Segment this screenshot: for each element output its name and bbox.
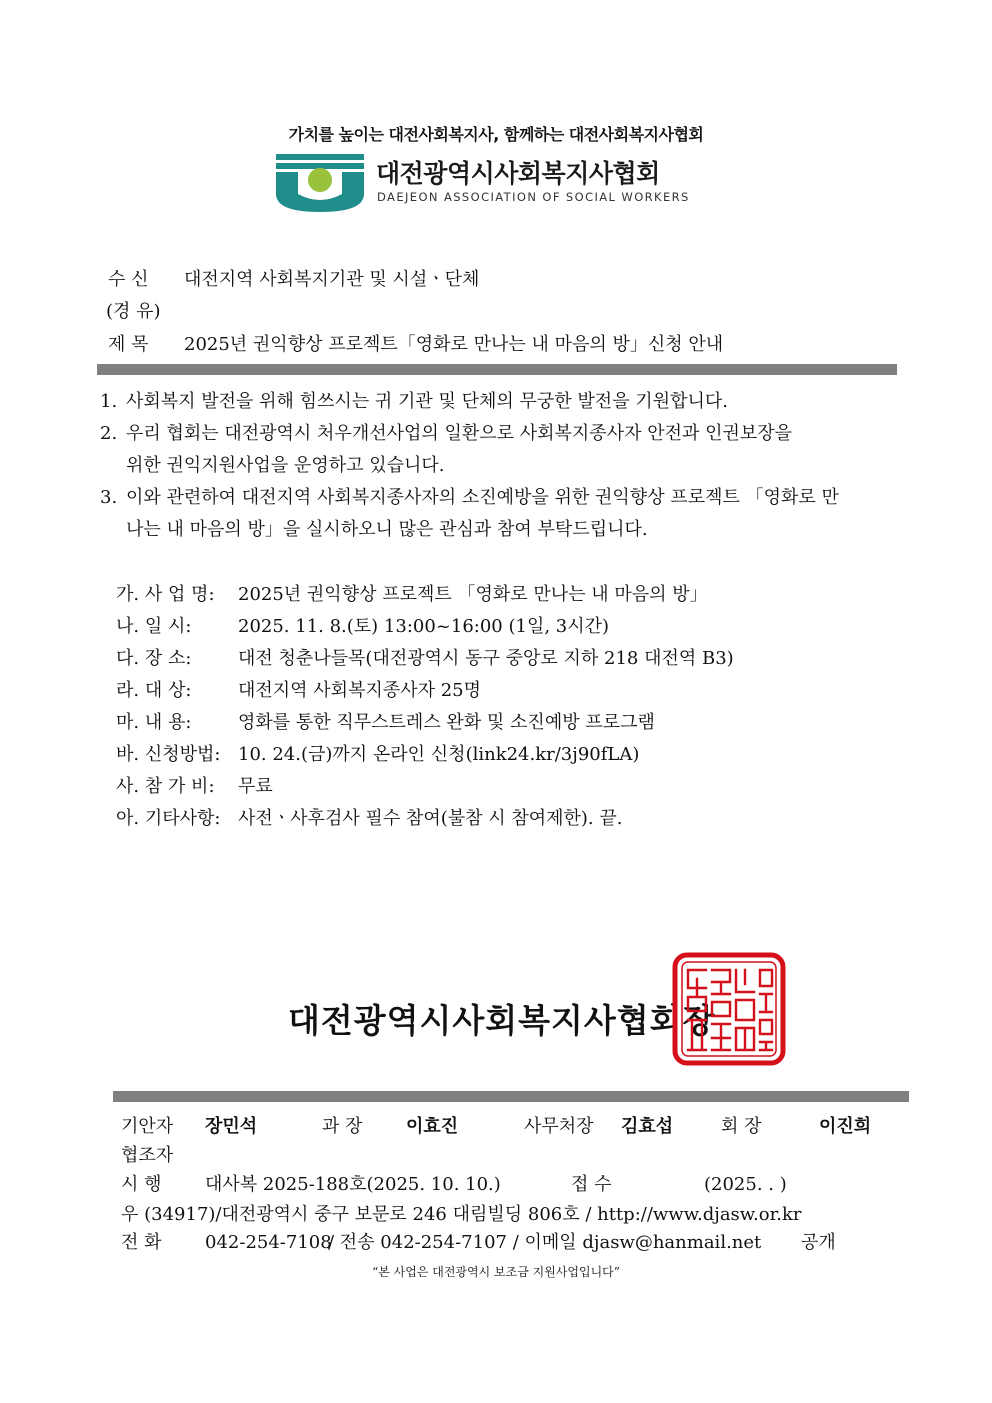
slogan: 가치를 높이는 대전사회복지사, 함께하는 대전사회복지사협회 bbox=[288, 125, 704, 144]
item-value: 2025년 권익향상 프로젝트 「영화로 만나는 내 마음의 방」 bbox=[238, 584, 708, 605]
manager-name: 이효진 bbox=[406, 1116, 459, 1137]
item-row bbox=[116, 584, 708, 606]
footer-divider bbox=[113, 1091, 909, 1102]
sender-name: 대전광역시사회복지사협회장 bbox=[288, 1001, 716, 1040]
official-seal bbox=[672, 952, 786, 1066]
recipient: 대전지역 사회복지기관 및 시설ㆍ단체 bbox=[184, 269, 480, 290]
paragraph-3 bbox=[100, 482, 900, 546]
item-row bbox=[116, 744, 639, 766]
paragraph-2-number: 2. bbox=[100, 423, 118, 444]
item-value: 대전 청춘나들목(대전광역시 동구 중앙로 지하 218 대전역 B3) bbox=[238, 648, 734, 669]
logo-korean-name: 대전광역시사회복지사협회 bbox=[376, 159, 660, 188]
approval-row bbox=[121, 1116, 173, 1138]
item-label: 가. 사 업 명: bbox=[116, 584, 215, 605]
address: 우 (34917)/대전광역시 중구 보문로 246 대림빌딩 806호 / http://www.djasw.or.kr bbox=[121, 1204, 802, 1225]
recipient-label: 수 신 bbox=[108, 269, 149, 290]
enforce-number: 대사복 2025-188호(2025. 10. 10.) bbox=[205, 1174, 501, 1195]
logo-english-name: DAEJEON ASSOCIATION OF SOCIAL WORKERS bbox=[377, 190, 690, 204]
paragraph-1-number: 1. bbox=[100, 391, 118, 412]
logo-circle bbox=[308, 168, 332, 192]
logo-right-block bbox=[342, 172, 364, 194]
coop-label: 협조자 bbox=[121, 1145, 174, 1166]
president-name: 이진희 bbox=[819, 1116, 872, 1137]
item-label: 라. 대 상: bbox=[116, 680, 192, 701]
item-label: 바. 신청방법: bbox=[116, 744, 221, 765]
paragraph-1-text: 사회복지 발전을 위해 힘쓰시는 귀 기관 및 단체의 무궁한 발전을 기원합니다. bbox=[126, 391, 728, 412]
paragraph-3-text-a: 이와 관련하여 대전지역 사회복지종사자의 소진예방을 위한 권익향상 프로젝트 「영화로 만 bbox=[126, 487, 839, 508]
item-row bbox=[116, 808, 622, 830]
item-label: 다. 장 소: bbox=[116, 648, 192, 669]
funding-note: “본 사업은 대전광역시 보조금 지원사업입니다” bbox=[372, 1265, 620, 1279]
receipt-date: (2025. . ) bbox=[704, 1174, 787, 1195]
paragraph-3-text-b: 나는 내 마음의 방」을 실시하오니 많은 관심과 참여 부탁드립니다. bbox=[126, 519, 648, 540]
subject-label: 제 목 bbox=[108, 334, 149, 355]
logo-left-block bbox=[276, 172, 298, 194]
item-row bbox=[116, 776, 273, 798]
paragraph-2-text-b: 위한 권익지원사업을 운영하고 있습니다. bbox=[126, 455, 445, 476]
paragraph-3-number: 3. bbox=[100, 487, 118, 508]
item-row bbox=[116, 712, 655, 734]
paragraph-2 bbox=[100, 418, 900, 482]
fax-email: / 전송 042-254-7107 / 이메일 djasw@hanmail.net bbox=[328, 1232, 762, 1253]
enforce-label: 시 행 bbox=[121, 1174, 162, 1195]
paragraph-1 bbox=[100, 386, 900, 418]
phone-label: 전 화 bbox=[121, 1232, 162, 1253]
manager-label: 과 장 bbox=[322, 1116, 363, 1137]
item-row bbox=[116, 648, 734, 670]
via-label: (경 유) bbox=[106, 301, 161, 322]
drafter-label: 기안자 bbox=[121, 1116, 174, 1137]
item-label: 사. 참 가 비: bbox=[116, 776, 215, 797]
header-divider bbox=[97, 364, 897, 375]
subject-row bbox=[106, 334, 723, 356]
item-row bbox=[116, 616, 609, 638]
president-label: 회 장 bbox=[721, 1116, 762, 1137]
item-value: 10. 24.(금)까지 온라인 신청(link24.kr/3j90fLA) bbox=[238, 744, 640, 765]
via-row bbox=[106, 301, 161, 323]
item-value: 영화를 통한 직무스트레스 완화 및 소진예방 프로그램 bbox=[238, 712, 655, 733]
item-label: 마. 내 용: bbox=[116, 712, 192, 733]
logo-bowl bbox=[276, 194, 364, 212]
item-row bbox=[116, 680, 481, 702]
item-value: 대전지역 사회복지종사자 25명 bbox=[238, 680, 482, 701]
phone-number: 042-254-7108 bbox=[205, 1232, 332, 1253]
item-value: 2025. 11. 8.(토) 13:00~16:00 (1일, 3시간) bbox=[238, 616, 610, 637]
subject: 2025년 권익향상 프로젝트「영화로 만나는 내 마음의 방」신청 안내 bbox=[184, 334, 724, 355]
secretary-label: 사무처장 bbox=[524, 1116, 594, 1137]
secretary-name: 김효섭 bbox=[621, 1116, 674, 1137]
item-label: 아. 기타사항: bbox=[116, 808, 221, 829]
receipt-label: 접 수 bbox=[571, 1174, 612, 1195]
paragraph-2-text-a: 우리 협회는 대전광역시 처우개선사업의 일환으로 사회복지종사자 안전과 인권보장을 bbox=[126, 423, 793, 444]
drafter-name: 장민석 bbox=[205, 1116, 258, 1137]
item-value: 사전ㆍ사후검사 필수 참여(불참 시 참여제한). 끝. bbox=[238, 808, 623, 829]
item-label: 나. 일 시: bbox=[116, 616, 192, 637]
recipient-row bbox=[106, 269, 479, 291]
logo-stripe-1 bbox=[276, 154, 364, 160]
item-value: 무료 bbox=[238, 776, 273, 797]
disclosure-status: 공개 bbox=[801, 1232, 836, 1253]
